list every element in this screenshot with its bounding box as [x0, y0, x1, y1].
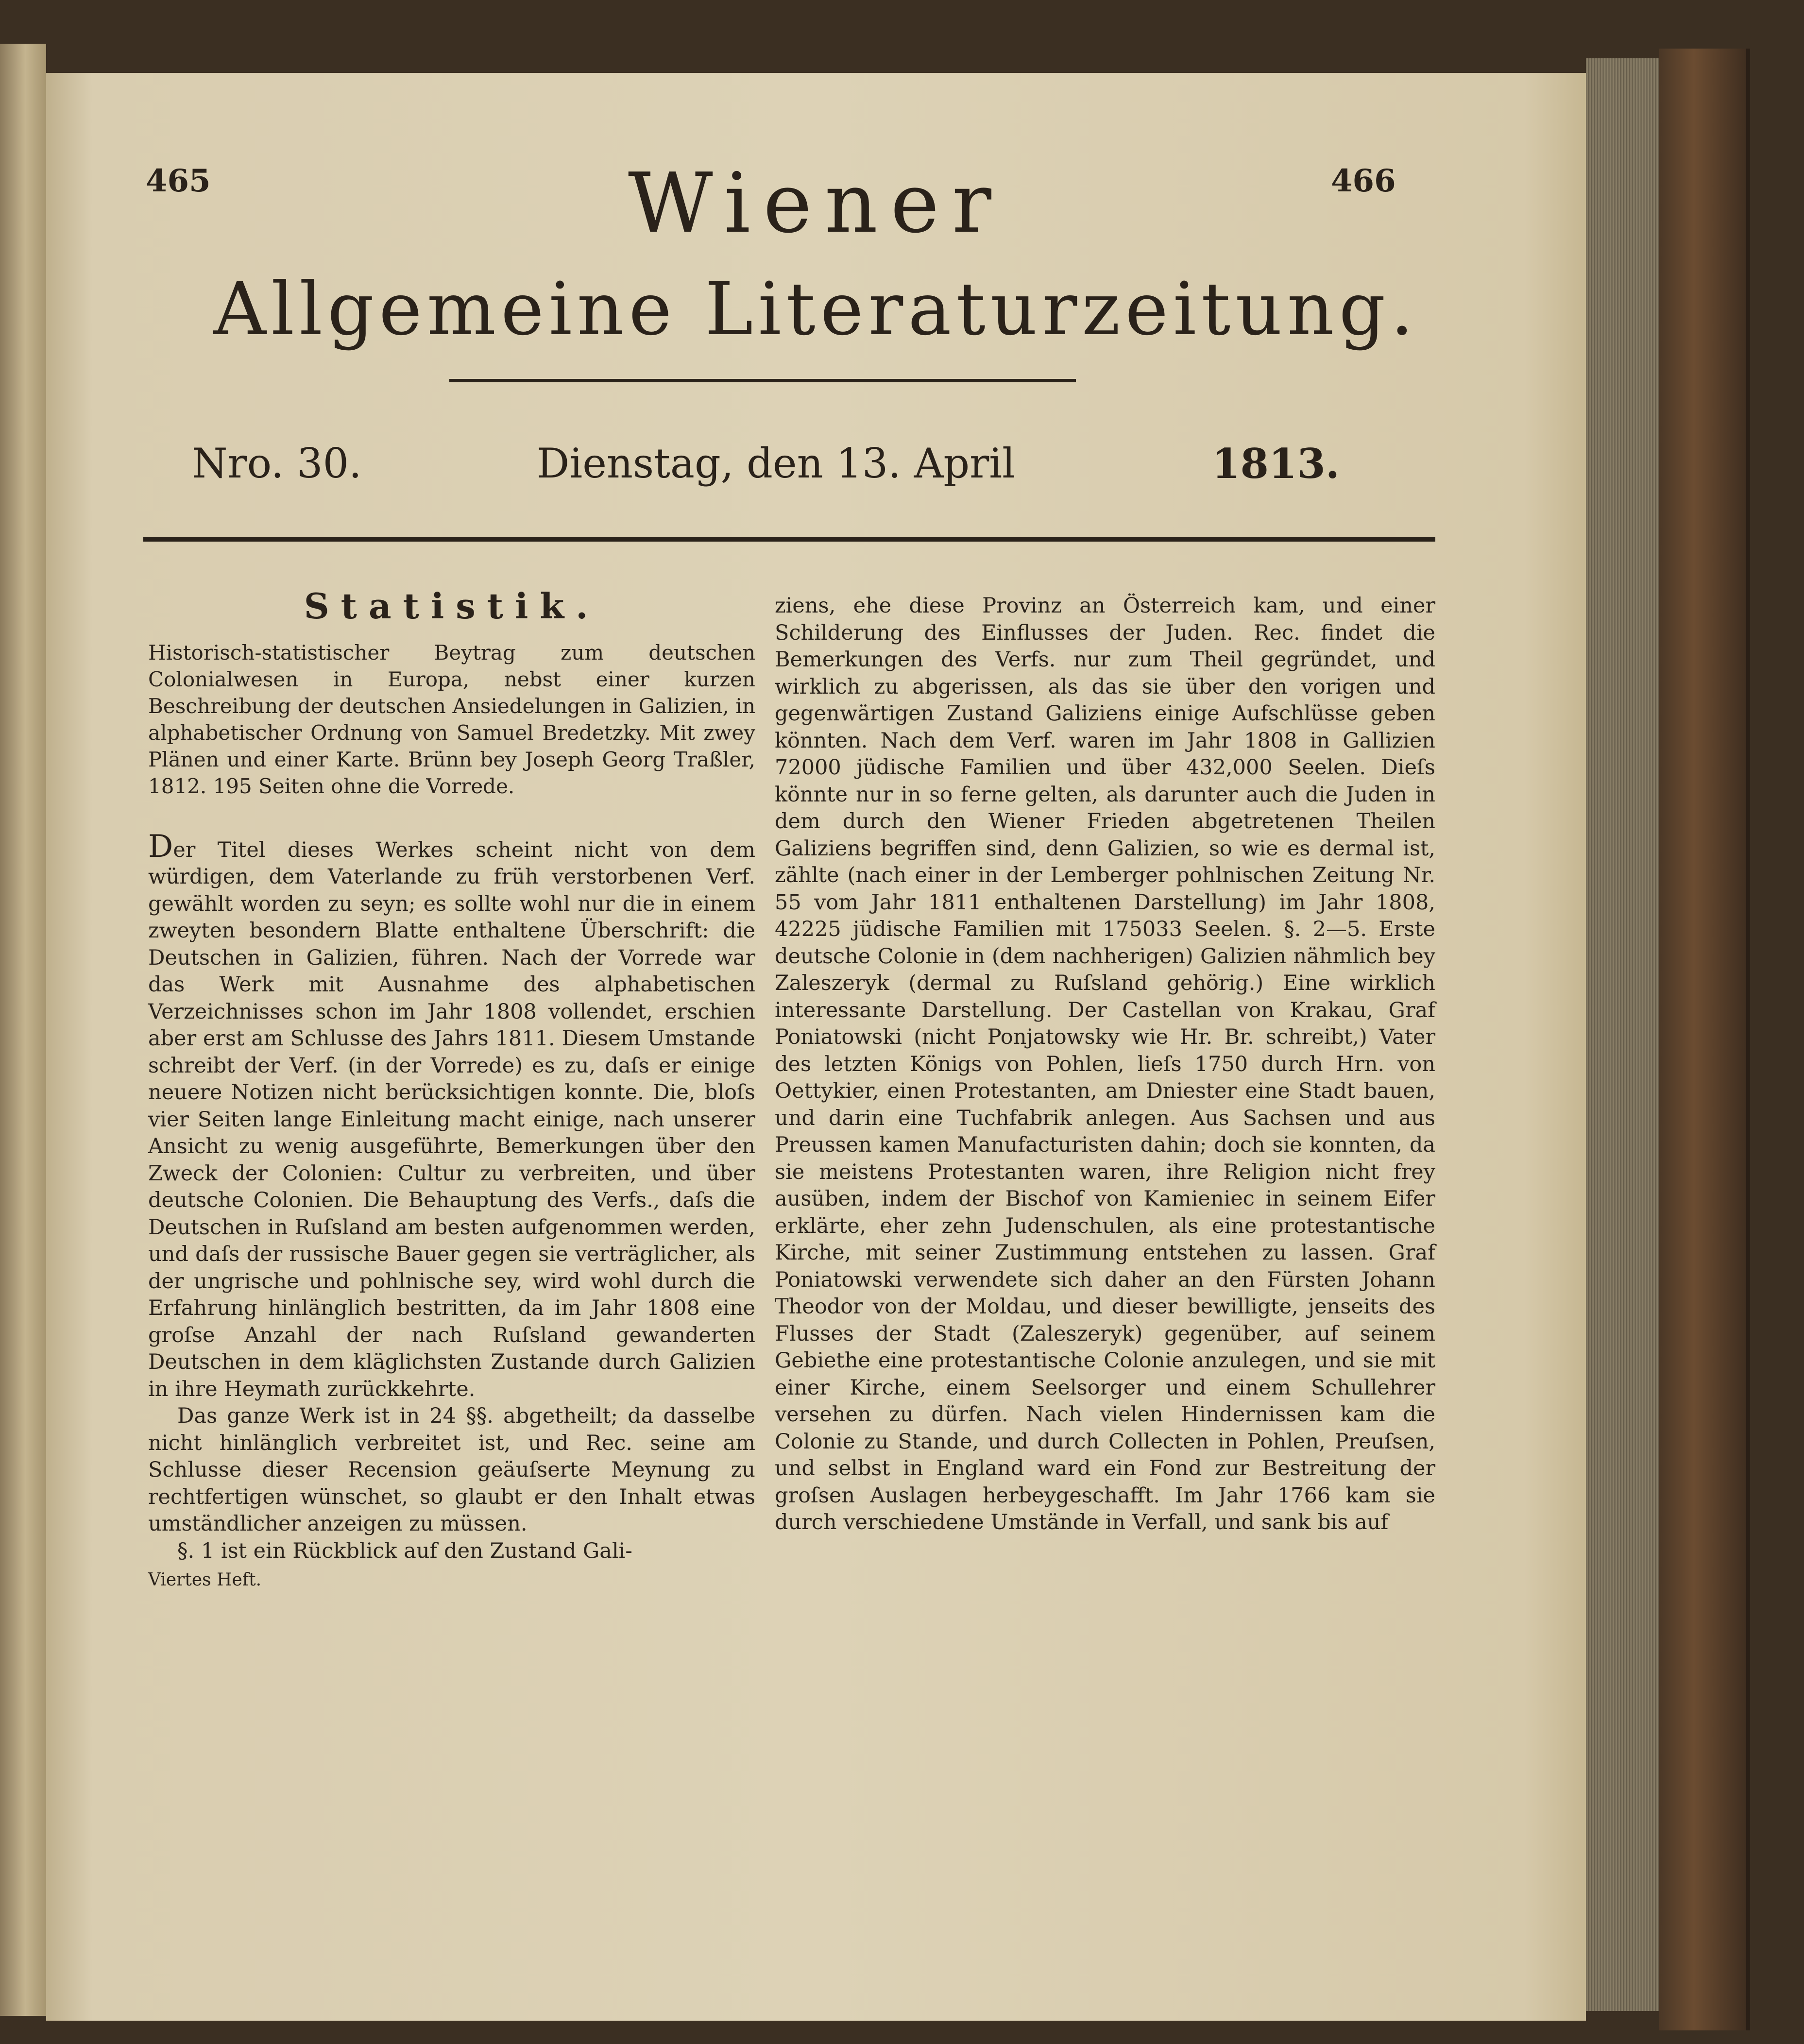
header-rule [143, 537, 1435, 542]
page-number-left: 465 [146, 163, 211, 199]
facing-page-edge [0, 44, 46, 2016]
issue-year: 1813. [1212, 440, 1340, 488]
issue-footer: Viertes Heft. [148, 1570, 262, 1590]
left-paragraph-2: Das ganze Werk ist in 24 §§. abgetheilt; da dasselbe nicht hinlänglich verbreitet ist, und Rec. seine am Schlusse dieser Recension geäuſserte Meynung zu rechtfertigen wünschet, so glaubt er den Inhalt etwas umständlicher anzeigen zu müssen. [148, 1404, 755, 1536]
page-number-right: 466 [1331, 163, 1396, 199]
right-paragraph: ziens, ehe diese Provinz an Österreich kam, und einer Schilderung des Einflusses der Juden. Rec. findet die Bemerkungen des Verfs. nur zum Theil gegründet, und wirklich zu abgerissen, als das sie über den vorigen und gegenwärtigen Zustand Galiziens einige Aufschlüsse geben könnten. Nach dem Verf. waren im Jahr 1808 in Gallizien 72000 jüdische Familien und über 432,000 Seelen. Dieſs könnte nur in so ferne gelten, als darunter auch die Juden in dem durch den Wiener Frieden abgetretenen Theilen Galiziens begriffen sind, denn Galizien, so wie es dermal ist, zählte (nach einer in der Lemberger pohlnischen Zeitung Nr. 55 vom Jahr 1811 enthaltenen Darstellung) im Jahr 1808, 42225 jüdische Familien mit 175033 Seelen. §. 2—5. Erste deutsche Colonie in (dem nachherigen) Galizien nähmlich bey Zaleszeryk (dermal zu Ruſsland gehörig.) Eine wirklich interessante Darstellung. Der Castellan von Krakau, Graf Poniatowski (nicht Ponjatowsky wie Hr. Br. schreibt,) Vater des letzten Königs von Pohlen, lieſs 1750 durch Hrn. von Oettykier, einen Protestanten, am Dniester eine Stadt bauen, und darin eine Tuchfabrik anlegen. Aus Sachsen und aus Preussen kamen Manufacturisten dahin; doch sie konnten, da sie meistens Protestanten waren, ihre Religion nicht frey ausüben, indem der Bischof von Kamieniec in seinem Eifer erklärte, eher zehn Judenschulen, als eine protestantische Kirche, mit seiner Zustimmung entstehen zu lassen. Graf Poniatowski verwendete sich daher an den Fürsten Johann Theodor von der Moldau, und dieser bewilligte, jenseits des Flusses der Stadt (Zaleszeryk) gegenüber, auf seinem Gebiethe eine protestantische Colonie anzulegen, und sie mit einer Kirche, einem Seelsorger und einem Schullehrer versehen zu dürfen. Nach vielen Hindernissen kam die Colonie zu Stande, und durch Collecten in Pohlen, Preuſsen, und selbst in England ward ein Fond zur Bestreitung der groſsen Auslagen herbeygeschafft. Im Jahr 1766 kam sie durch verschiedene Umstände in Verfall, und sank bis auf [775, 594, 1435, 1534]
right-column [775, 593, 1435, 1536]
newspaper-page [46, 73, 1586, 2021]
left-paragraph-3: §. 1 ist ein Rückblick auf den Zustand Gali- [177, 1538, 632, 1563]
left-column [148, 585, 755, 1594]
issue-number: Nro. 30. [192, 440, 362, 487]
section-title: Statistik. [304, 585, 600, 627]
left-paragraph-1 [148, 828, 755, 1403]
book-cover-board [1659, 49, 1750, 2030]
left-paragraph-1-text: er Titel dieses Werkes scheint nicht von dem würdigen, dem Vaterlande zu früh verstorbenen Verf. gewählt worden zu seyn; es sollte wohl nur die in einem zweyten besondern Blatte enthaltene Überschrift: die Deutschen in Galizien, führen. Nach der Vorrede war das Werk mit Ausnahme des alphabetischen Verzeichnisses schon im Jahr 1808 vollendet, erschien aber erst am Schlusse des Jahrs 1811. Diesem Umstande schreibt der Verf. (in der Vorrede) es zu, daſs er einige neuere Notizen nicht berücksichtigen konnte. Die, bloſs vier Seiten lange Einleitung macht einige, nach unserer Ansicht zu wenig ausgeführte, Bemerkungen über den Zweck der Colonien: Cultur zu verbreiten, und über deutsche Colonien. Die Behauptung des Verfs., daſs die Deutschen in Ruſsland am besten aufgenommen werden, und daſs der russische Bauer gegen sie verträglicher, als der ungrische und pohlnische sey, wird wohl durch die Erfahrung hinlänglich bestritten, da im Jahr 1808 eine groſse Anzahl der nach Ruſsland gewanderten Deutschen in dem kläglichsten Zustande durch Galizien in ihre Heymath zurückkehrte. [148, 837, 755, 1401]
masthead-title-line2: Allgemeine Literaturzeitung. [213, 267, 1419, 352]
drop-cap: D [148, 828, 173, 865]
issue-date: Dienstag, den 13. April [537, 440, 1016, 487]
masthead-title-line1: Wiener [628, 155, 1004, 252]
review-header-entry: Historisch-statistischer Beytrag zum deutschen Colonialwesen in Europa, nebst einer kurzen Beschreibung der deutschen Ansiedelungen in Galizien, in alphabetischer Ordnung von Samuel Bredetzky. Mit zwey Plänen und einer Karte. Brünn bey Joseph Georg Traßler, 1812. 195 Seiten ohne die Vorrede. [148, 640, 755, 798]
masthead-rule [449, 379, 1076, 382]
book-fore-edge [1586, 58, 1659, 2011]
